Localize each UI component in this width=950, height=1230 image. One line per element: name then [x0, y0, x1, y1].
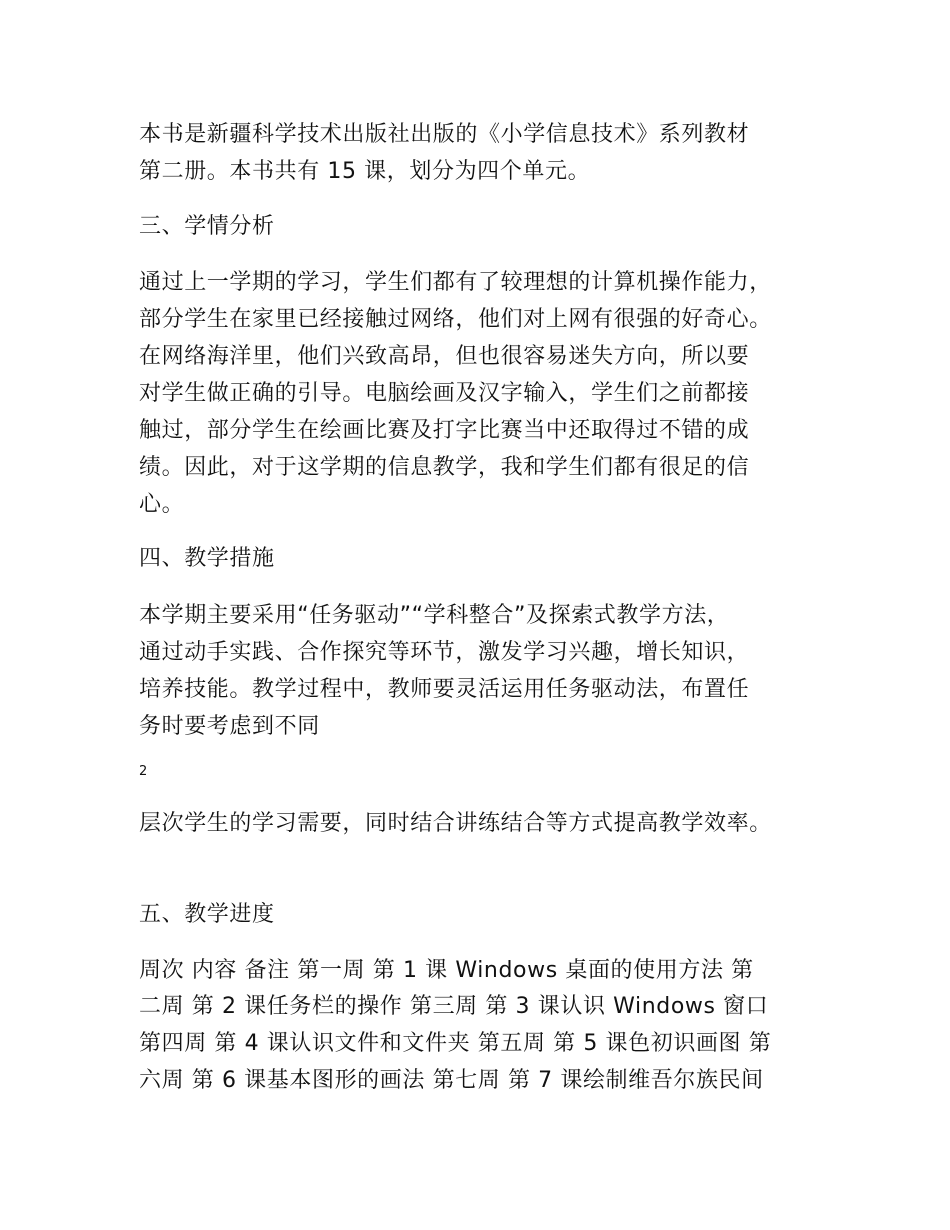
section3-line-4: 对学生做正确的引导。电脑绘画及汉字输入，学生们之前都接	[139, 381, 750, 406]
section3-line-7: 心。	[139, 492, 185, 517]
section5-line-3: 第四周 第 4 课认识文件和文件夹 第五周 第 5 课色初识画图 第	[139, 1031, 772, 1056]
section4-heading: 四、教学措施	[139, 546, 275, 571]
intro-line-2: 第二册。本书共有 15 课，划分为四个单元。	[139, 159, 591, 184]
section4-line-4: 务时要考虑到不同	[139, 714, 320, 739]
section4-line-2: 通过动手实践、合作探究等环节，激发学习兴趣，增长知识，	[139, 640, 750, 665]
section4-line-1: 本学期主要采用“任务驱动”“学科整合”及探索式教学方法，	[139, 603, 730, 628]
section5-line-4: 六周 第 6 课基本图形的画法 第七周 第 7 课绘制维吾尔族民间	[139, 1068, 764, 1093]
section3-line-2: 部分学生在家里已经接触过网络，他们对上网有很强的好奇心。	[139, 307, 772, 332]
section3-line-1: 通过上一学期的学习，学生们都有了较理想的计算机操作能力，	[139, 270, 772, 295]
section5-line-2: 二周 第 2 课任务栏的操作 第三周 第 3 课认识 Windows 窗口	[139, 994, 769, 1019]
section3-heading: 三、学情分析	[139, 214, 275, 239]
section3-line-3: 在网络海洋里，他们兴致高昂，但也很容易迷失方向，所以要	[139, 344, 750, 369]
section5-line-1: 周次 内容 备注 第一周 第 1 课 Windows 桌面的使用方法 第	[139, 958, 754, 983]
section4-line-3: 培养技能。教学过程中，教师要灵活运用任务驱动法，布置任	[139, 677, 750, 702]
section5-heading: 五、教学进度	[139, 902, 275, 927]
page-number: 2	[139, 764, 148, 779]
continuation-line: 层次学生的学习需要，同时结合讲练结合等方式提高教学效率。	[139, 811, 772, 836]
section3-line-6: 绩。因此，对于这学期的信息教学，我和学生们都有很足的信	[139, 455, 750, 480]
intro-line-1: 本书是新疆科学技术出版社出版的《小学信息技术》系列教材	[139, 122, 750, 147]
section3-line-5: 触过，部分学生在绘画比赛及打字比赛当中还取得过不错的成	[139, 418, 750, 443]
